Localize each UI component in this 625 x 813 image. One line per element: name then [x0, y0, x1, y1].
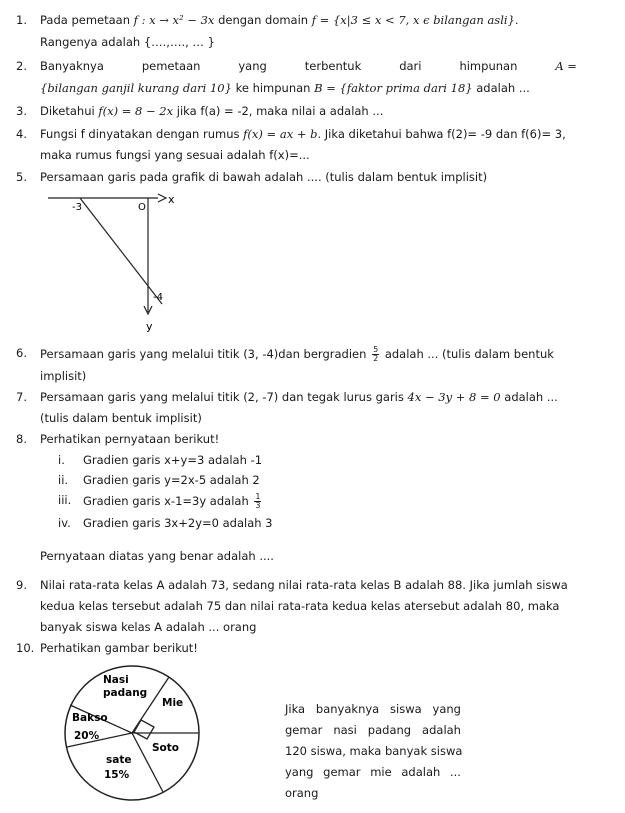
q10-text: Perhatikan gambar berikut!	[40, 641, 198, 655]
q1-text2: dengan domain	[218, 13, 309, 27]
q9-number: 9.	[16, 578, 27, 592]
q3-line	[40, 104, 383, 118]
q8-item-roman: i.	[58, 453, 65, 467]
q10-pie-chart	[58, 659, 218, 809]
q2-word: terbentuk	[304, 59, 362, 73]
pie-label-mie: Mie	[162, 697, 184, 709]
q8-item3-frac-num: 1	[255, 492, 261, 501]
q9-line3: banyak siswa kelas A adalah ... orang	[40, 620, 257, 634]
q8-item-roman: ii.	[58, 473, 69, 487]
q10-word: gemar	[323, 765, 361, 779]
q10-word: nasi	[333, 723, 357, 737]
q10-word: adalah	[422, 723, 461, 737]
q10-word: adalah	[401, 765, 441, 779]
q3-math: f(x) = 8 − 2x	[98, 104, 174, 118]
q7-line2: (tulis dalam bentuk implisit)	[40, 411, 202, 425]
q4-math: f(x) = ax + b	[243, 127, 318, 141]
q1-line2: Rangenya adalah {….,…., … }	[40, 35, 215, 49]
q8-number: 8.	[16, 432, 27, 446]
q10-word: gemar	[285, 723, 323, 737]
q2-word: Banyaknya	[40, 59, 104, 73]
q3-number: 3.	[16, 104, 27, 118]
q4-text1: Fungsi f dinyatakan dengan rumus	[40, 127, 240, 141]
q8-item-text: Gradien garis x+y=3 adalah -1	[83, 453, 263, 467]
q1-line1	[40, 13, 519, 27]
q2-word: dari	[399, 59, 422, 73]
q2-word: pemetaan	[141, 59, 201, 73]
q8-item3-fraction	[254, 493, 261, 510]
q6-text1: Persamaan garis yang melalui titik (3, -4)dan bergradien	[40, 347, 367, 361]
q1-text1: Pada pemetaan	[40, 13, 131, 27]
q2-word: yang	[238, 59, 267, 73]
q10-side-line3: 120 siswa, maka banyak siswa	[285, 744, 463, 758]
q2-text: adalah ...	[476, 81, 530, 95]
q6-frac-num: 5	[373, 345, 379, 354]
q10-side-line2	[285, 723, 461, 737]
q6-number: 6.	[16, 346, 27, 360]
q5-number: 5.	[16, 170, 27, 184]
q10-number: 10.	[16, 641, 35, 655]
q2-set-a: {bilangan ganjil kurang dari 10}	[40, 81, 232, 95]
q2-line2	[40, 81, 530, 95]
q10-word: yang	[285, 765, 314, 779]
pie-label-sate: sate	[106, 754, 132, 766]
q5-text: Persamaan garis pada grafik di bawah adalah .... (tulis dalam bentuk implisit)	[40, 170, 488, 184]
graph-line	[80, 198, 162, 304]
q4-line1	[40, 127, 566, 141]
pie-label-nasi: Nasi	[103, 674, 129, 686]
q8-item-text: Gradien garis x-1=3y adalah	[83, 494, 249, 508]
x-label: x	[168, 193, 175, 206]
x-intercept-label: -3	[72, 202, 82, 213]
pie-label-bakso: Bakso	[72, 712, 108, 724]
q5-line-graph	[40, 188, 240, 338]
q9-line2: kedua kelas tersebut adalah 75 dan nilai rata-rata kedua kelas atersebut adalah 80, maka	[40, 599, 560, 613]
q4-line2: maka rumus fungsi yang sesuai adalah f(x)=...	[40, 148, 310, 162]
q10-word: padang	[367, 723, 412, 737]
q6-frac-den: 2	[373, 354, 379, 363]
q2-word: himpunan	[459, 59, 518, 73]
q7-number: 7.	[16, 390, 27, 404]
q10-word: banyaknya	[315, 702, 380, 716]
q2-text: ke himpunan	[235, 81, 311, 95]
q10-word: Jika	[285, 702, 306, 716]
q1-number: 1.	[16, 13, 27, 27]
q7-math: 4x − 3y + 8 = 0	[407, 390, 501, 404]
q8-item-roman: iii.	[58, 493, 72, 507]
x-axis-arrow	[158, 194, 166, 202]
q8-item-roman: iv.	[58, 516, 71, 530]
q3-text1: Diketahui	[40, 104, 95, 118]
q2-number: 2.	[16, 59, 27, 73]
q10-word: ...	[449, 765, 461, 779]
y-intercept-label: -4	[153, 292, 163, 303]
q10-word: mie	[370, 765, 392, 779]
q6-text2: adalah ... (tulis dalam bentuk	[384, 347, 554, 361]
q10-word: yang	[432, 702, 461, 716]
q6-fraction	[372, 346, 379, 363]
q3-text2: jika f(a) = -2, maka nilai a adalah ...	[176, 104, 384, 118]
q1-math1: f : x → x² − 3x	[133, 13, 215, 27]
q10-side-line1	[285, 702, 461, 716]
q2-math-a: A =	[555, 59, 577, 73]
q4-number: 4.	[16, 127, 27, 141]
q7-text1: Persamaan garis yang melalui titik (2, -7) dan tegak lurus garis	[40, 390, 404, 404]
q9-line1: Nilai rata-rata kelas A adalah 73, sedang nilai rata-rata kelas B adalah 88. Jika jumlah siswa	[40, 578, 568, 592]
q8-text: Perhatikan pernyataan berikut!	[40, 432, 220, 446]
q7-line1	[40, 390, 558, 404]
q2-line1	[40, 59, 577, 73]
q8-item-text: Gradien garis 3x+2y=0 adalah 3	[83, 516, 273, 530]
y-label: y	[146, 320, 153, 333]
q6-line1	[40, 346, 554, 363]
q8-item-text: Gradien garis y=2x-5 adalah 2	[83, 473, 260, 487]
q8-question: Pernyataan diatas yang benar adalah ....	[40, 549, 274, 563]
q4-text2: . Jika diketahui bahwa f(2)= -9 dan f(6)= 3,	[317, 127, 566, 141]
q10-side-line4	[285, 765, 461, 779]
q1-math2: f = {x|3 ≤ x < 7, x ϵ bilangan asli}.	[311, 13, 519, 27]
q10-word: siswa	[390, 702, 422, 716]
pie-label-padang: padang	[103, 687, 148, 699]
pie-label-soto: Soto	[152, 742, 180, 754]
q10-side-line5: orang	[285, 786, 319, 800]
q6-line2: implisit)	[40, 369, 87, 383]
q8-item3-frac-den: 3	[255, 501, 261, 510]
q2-set-b: B = {faktor prima dari 18}	[314, 81, 473, 95]
pie-label-bakso-pct: 20%	[74, 730, 100, 742]
q7-text2: adalah ...	[504, 390, 558, 404]
pie-label-sate-pct: 15%	[104, 769, 130, 781]
right-angle-marker	[134, 720, 154, 739]
q8-item-line	[83, 493, 263, 510]
origin-label: O	[138, 202, 146, 213]
